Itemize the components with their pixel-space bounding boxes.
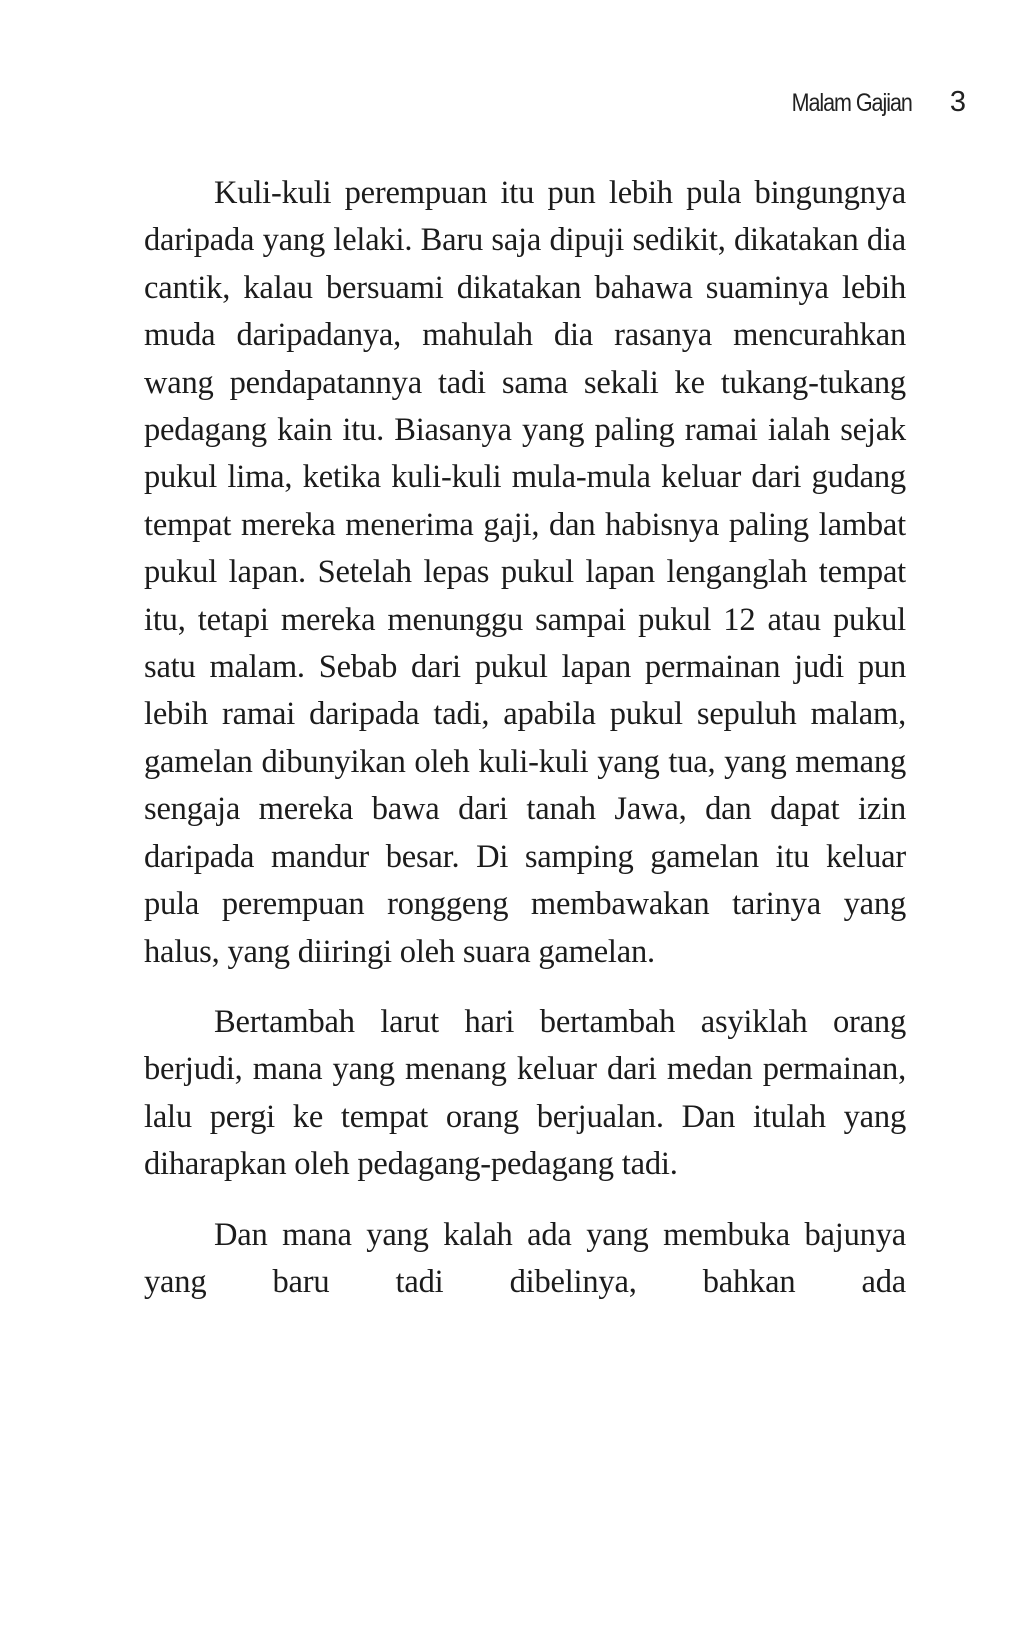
paragraph: Dan mana yang kalah ada yang membuka bajunya yang baru tadi dibelinya, bahkan ada (144, 1216, 906, 1300)
page-number: 3 (949, 86, 966, 118)
paragraph: Kuli-kuli perempuan itu pun lebih pula bingungnya daripada yang lelaki. Baru saja dipuji sedikit, dikatakan dia cantik, kalau bersuami dikatakan bahawa suaminya lebih muda daripadanya, mahulah dia rasanya mencurahkan wang pendapatannya tadi sama sekali ke tukang-tukang pedagang kain itu. Biasanya yang paling ramai ialah sejak pukul lima, ketika kuli-kuli mula-mula keluar dari gudang tempat mereka menerima gaji, dan habisnya paling lambat pukul lapan. Setelah lepas pukul lapan lenganglah tempat itu, tetapi mereka menunggu sampai pukul 12 atau pukul satu malam. Sebab dari pukul lapan permainan judi pun lebih ramai daripada tadi, apabila pukul sepuluh malam, gamelan dibunyikan oleh kuli-kuli yang tua, yang memang sengaja mereka bawa dari tanah Jawa, dan dapat izin daripada mandur besar. Di samping gamelan itu keluar pula perempuan ronggeng membawakan tarinya yang halus, yang diiringi oleh suara gamelan. (144, 175, 906, 970)
body-text (144, 170, 906, 1329)
paragraph: Bertambah larut hari bertambah asyiklah orang berjudi, mana yang menang keluar dari medan permainan, lalu pergi ke tempat orang berjualan. Dan itulah yang diharapkan oleh pedagang-pedagang tadi. (144, 1003, 906, 1183)
running-header (772, 86, 966, 119)
running-title: Malam Gajian (791, 89, 912, 117)
